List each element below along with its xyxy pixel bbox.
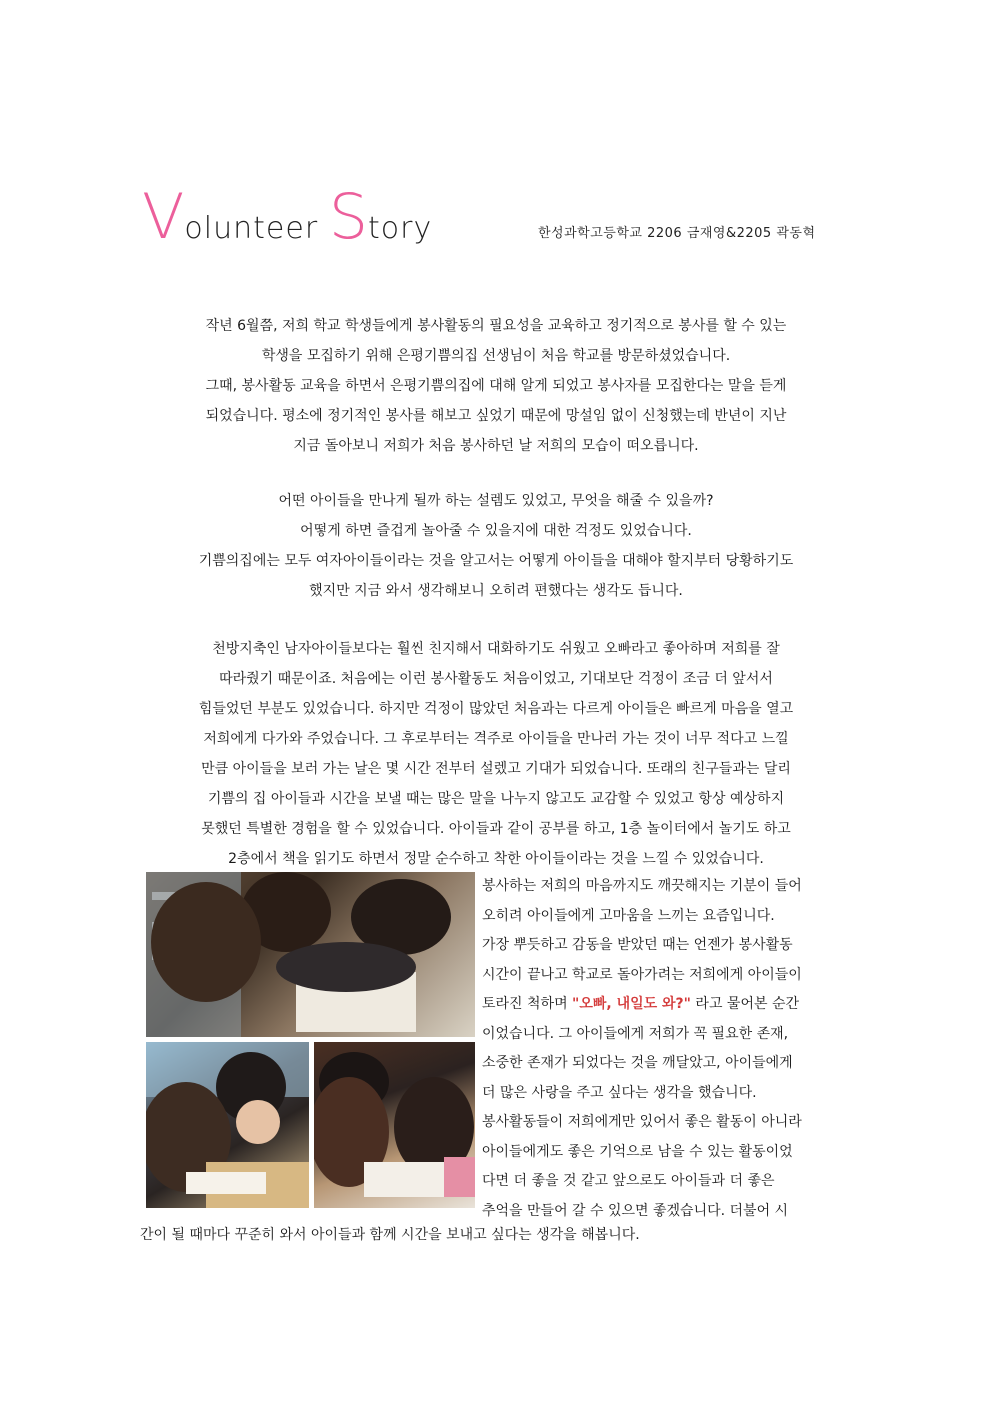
side-line: 아이들에게도 좋은 기억으로 남을 수 있는 활동이었 — [482, 1143, 793, 1160]
side-line: 봉사하는 저희의 마음까지도 깨끗해지는 기분이 들어 — [482, 878, 802, 894]
paragraph-line: 했지만 지금 와서 생각해보니 오히려 편했다는 생각도 듭니다. — [309, 583, 683, 599]
paragraph-line: 2층에서 책을 읽기도 하면서 정말 순수하고 착한 아이들이라는 것을 느낄 수 있었습니다. — [228, 851, 764, 867]
paragraph-line: 되었습니다. 평소에 정기적인 봉사를 해보고 싶었기 때문에 망설임 없이 신청했는데 반년이 지난 — [205, 408, 787, 424]
paragraph-line: 따라줬기 때문이죠. 처음에는 이런 봉사활동도 처음이었고, 기대보단 걱정이 조금 더 앞서서 — [219, 671, 773, 687]
side-line: 추억을 만들어 갈 수 있으면 좋겠습니다. 더불어 시 — [482, 1202, 789, 1219]
paragraph-line: 작년 6월쯤, 저희 학교 학생들에게 봉사활동의 필요성을 교육하고 정기적으로 봉사를 할 수 있는 — [205, 318, 787, 334]
paragraph-intro — [140, 311, 852, 461]
side-line: 이었습니다. 그 아이들에게 저희가 꼭 필요한 존재, — [482, 1025, 789, 1042]
paragraph-line: 어떤 아이들을 만나게 될까 하는 설렘도 있었고, 무엇을 해줄 수 있을까? — [278, 493, 714, 509]
side-line: 봉사활동들이 저희에게만 있어서 좋은 활동이 아니라 — [482, 1114, 802, 1130]
title-initial-v: V — [142, 180, 185, 253]
highlighted-quote: "오빠, 내일도 와?" — [572, 996, 691, 1012]
paragraph-line: 학생을 모집하기 위해 은평기쁨의집 선생님이 처음 학교를 방문하셨었습니다. — [261, 348, 731, 364]
side-text-column — [482, 872, 852, 1226]
paragraph-first-day — [140, 486, 852, 606]
paragraph-line: 어떻게 하면 즐겁게 놀아줄 수 있을지에 대한 걱정도 있었습니다. — [300, 523, 692, 539]
paragraph-line: 그때, 봉사활동 교육을 하면서 은평기쁨의집에 대해 알게 되었고 봉사자를 모집한다는 말을 듣게 — [205, 378, 787, 394]
paragraph-line: 기쁨의집에는 모두 여자아이들이라는 것을 알고서는 어떻게 아이들을 대해야 할지부터 당황하기도 — [198, 553, 794, 569]
side-line: 더 많은 사랑을 주고 싶다는 생각을 했습니다. — [482, 1084, 757, 1101]
side-line: 가장 뿌듯하고 감동을 받았던 때는 언젠가 봉사활동 — [482, 937, 793, 953]
title-initial-s: S — [328, 180, 369, 253]
side-line-quote — [482, 990, 852, 1020]
paragraph-line: 천방지축인 남자아이들보다는 훨씬 친지해서 대화하기도 쉬웠고 오빠라고 좋아하며 저희를 잘 — [212, 641, 780, 657]
closing-line: 간이 될 때마다 꾸준히 와서 아이들과 함께 시간을 보내고 싶다는 생각을 해봅니다. — [140, 1227, 640, 1243]
paragraph-experience — [140, 634, 852, 874]
photo-students-studying — [146, 872, 475, 1037]
side-line-suffix: 라고 물어본 순간 — [690, 996, 799, 1012]
title-word-tory: tory — [368, 211, 433, 246]
paragraph-line: 지금 돌아보니 저희가 처음 봉사하던 날 저희의 모습이 떠오릅니다. — [293, 438, 699, 454]
side-line: 다면 더 좋을 것 같고 앞으로도 아이들과 더 좋은 — [482, 1173, 775, 1189]
photo-collage — [146, 872, 475, 1208]
photo-children-writing — [314, 1042, 475, 1208]
author-byline: 한성과학고등학교 2206 금재영&2205 곽동혁 — [538, 226, 816, 241]
paragraph-line: 힘들었던 부분도 있었습니다. 하지만 걱정이 많았던 처음과는 다르게 아이들은 빠르게 마음을 열고 — [198, 701, 794, 717]
side-line-prefix: 토라진 척하며 — [482, 996, 573, 1012]
paragraph-line: 만큼 아이들을 보러 가는 날은 몇 시간 전부터 설렜고 기대가 되었습니다. 또래의 친구들과는 달리 — [201, 761, 791, 777]
paragraph-line: 기쁨의 집 아이들과 시간을 보낼 때는 많은 말을 나누지 않고도 교감할 수 있었고 항상 예상하지 — [207, 791, 785, 807]
title-word-olunteer: olunteer — [184, 211, 329, 246]
paragraph-line: 못했던 특별한 경험을 할 수 있었습니다. 아이들과 같이 공부를 하고, 1층 놀이터에서 놀기도 하고 — [201, 821, 791, 837]
side-line: 시간이 끝나고 학교로 돌아가려는 저희에게 아이들이 — [482, 966, 802, 983]
paragraph-line: 저희에게 다가와 주었습니다. 그 후로부터는 격주로 아이들을 만나러 가는 것이 너무 적다고 느낄 — [203, 731, 789, 747]
photo-student-helping — [146, 1042, 309, 1208]
side-line: 오히려 아이들에게 고마움을 느끼는 요즘입니다. — [482, 907, 775, 924]
side-line: 소중한 존재가 되었다는 것을 깨달았고, 아이들에게 — [482, 1055, 793, 1071]
page-title — [142, 180, 433, 256]
